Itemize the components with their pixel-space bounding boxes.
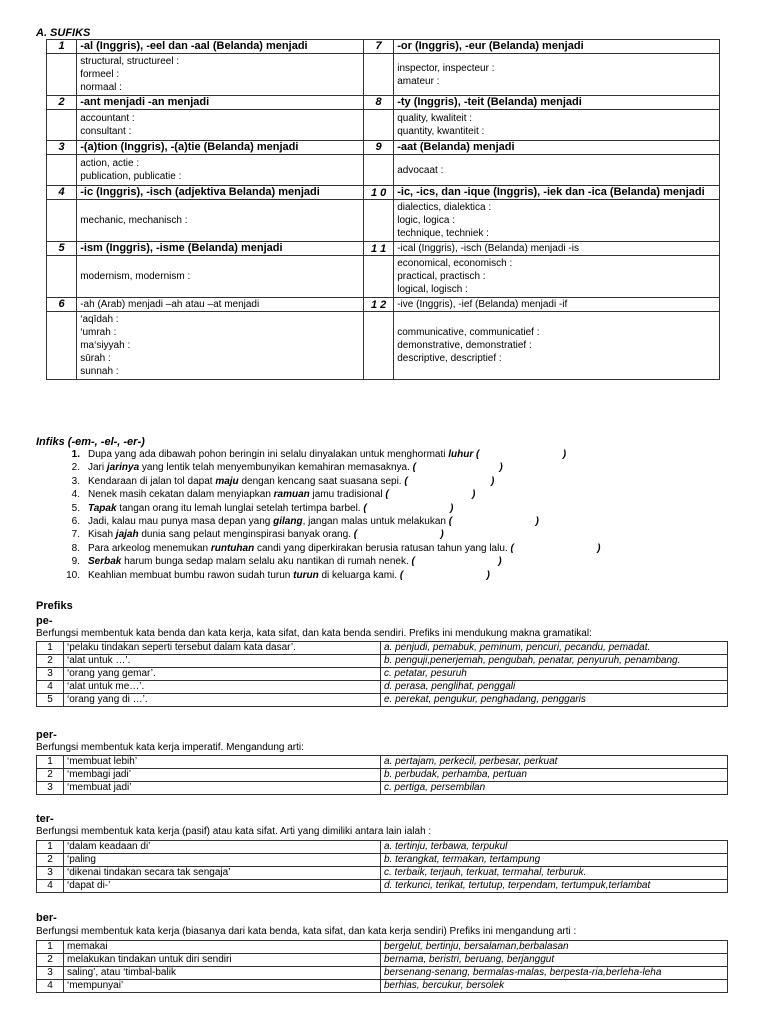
sufiks-rule-row [47, 40, 720, 54]
pe-meaning: ‘orang yang di …’. [64, 694, 381, 707]
sufiks-empty-cell [47, 312, 77, 380]
sentence-start: Kendaraan di jalan tol dapat [88, 475, 216, 487]
sufiks-examples [394, 110, 720, 141]
ber-row-number: 4 [37, 980, 64, 993]
sufiks-rule-right: -or (Inggris), -eur (Belanda) menjadi [394, 40, 720, 54]
sufiks-empty-cell [364, 312, 394, 380]
sufiks-rule-left: -(a)tion (Inggris), -(a)tie (Belanda) menjadi [77, 141, 364, 155]
sentence-end: tangan orang itu lemah lunglai setelah tertimpa barbel. [116, 502, 364, 514]
answer-blank: ( ) [363, 502, 454, 514]
sufiks-example-row [47, 54, 720, 96]
sufiks-example: inspector, inspecteur : [397, 62, 495, 74]
pe-examples: b. penguji,penerjemah, pengubah, penatar, penyuruh, penambang. [381, 655, 728, 668]
keyword: maju [215, 475, 239, 487]
item-number: 7. [71, 529, 80, 541]
per-row-number: 2 [37, 769, 64, 782]
sufiks-number-right: 1 0 [364, 186, 394, 200]
sufiks-rule-row [47, 242, 720, 256]
sufiks-example-row [47, 200, 720, 242]
answer-blank: ( ) [448, 515, 539, 527]
ber-row [37, 941, 728, 954]
sufiks-rule-left: -ic (Inggris), -isch (adjektiva Belanda) menjadi [77, 186, 364, 200]
infiks-item [52, 542, 752, 555]
sufiks-number-left: 5 [47, 242, 77, 256]
item-number: 9. [71, 556, 80, 568]
sentence-start: Kisah [88, 529, 116, 541]
sufiks-number-right: 1 2 [364, 298, 394, 312]
ter-row [37, 880, 728, 893]
ter-row-number: 3 [37, 867, 64, 880]
sentence-end: candi yang diperkirakan berusia ratusan tahun yang lalu. [254, 542, 511, 554]
pe-row [37, 681, 728, 694]
sentence-start: Jadi, kalau mau punya masa depan yang [88, 515, 274, 527]
sufiks-number-right: 8 [364, 96, 394, 110]
keyword: luhur [448, 449, 474, 460]
ber-title: ber- [36, 912, 57, 924]
per-row [37, 782, 728, 795]
ter-examples: d. terkunci, terikat, tertutup, terpendam, tertumpuk,terlambat [381, 880, 728, 893]
sufiks-empty-cell [364, 256, 394, 298]
ber-row [37, 954, 728, 967]
sufiks-example: practical, practisch : [397, 271, 486, 282]
sufiks-number-left: 1 [47, 40, 77, 54]
sufiks-rule-right: -ty (Inggris), -teit (Belanda) menjadi [394, 96, 720, 110]
ter-title: ter- [36, 813, 54, 825]
per-meaning: ‘membuat lebih’ [64, 756, 381, 769]
ter-meaning: ‘paling [64, 854, 381, 867]
sufiks-example: normaal : [80, 82, 122, 93]
ter-meaning: ‘dikenai tindakan secara tak sengaja’ [64, 867, 381, 880]
per-row-number: 1 [37, 756, 64, 769]
ter-row [37, 841, 728, 854]
item-number: 5. [71, 502, 80, 514]
keyword: ramuan [273, 489, 310, 501]
sufiks-examples [77, 312, 364, 380]
sentence-start: Para arkeolog menemukan [88, 542, 211, 554]
sufiks-examples [77, 155, 364, 186]
keyword: gilang [273, 515, 303, 527]
ber-row-number: 1 [37, 941, 64, 954]
per-description: Berfungsi membentuk kata kerja imperatif. Mengandung arti: [36, 742, 304, 753]
ter-examples: b. terangkat, termakan, tertampung [381, 854, 728, 867]
sentence-end: , jangan malas untuk melakukan [302, 515, 449, 527]
pe-row-number: 5 [37, 694, 64, 707]
pe-title: pe- [36, 615, 53, 627]
per-examples: a. pertajam, perkecil, perbesar, perkuat [381, 756, 728, 769]
sentence-end: di keluarga kami. [318, 569, 400, 581]
answer-blank: ( ) [353, 529, 444, 541]
answer-blank: ( ) [510, 542, 601, 554]
ber-examples: bernama, beristri, beruang, berjanggut [381, 954, 728, 967]
infiks-item [52, 555, 752, 568]
sufiks-example-row [47, 312, 720, 380]
sentence-start: Dupa yang ada dibawah pohon beringin ini selalu dinyalakan untuk menghormati [88, 449, 449, 460]
pe-meaning: ‘alat untuk …’. [64, 655, 381, 668]
sufiks-example: economical, economisch : [397, 258, 513, 269]
sufiks-examples [77, 110, 364, 141]
pe-row [37, 655, 728, 668]
ber-table [36, 940, 728, 993]
answer-blank: ( ) [412, 462, 503, 474]
pe-examples: a. penjudi, pemabuk, peminum, pencuri, pecandu, pemadat. [381, 642, 728, 655]
sufiks-rule-right: -aat (Belanda) menjadi [394, 141, 720, 155]
sufiks-empty-cell [47, 200, 77, 242]
sufiks-examples [394, 155, 720, 186]
sufiks-examples [394, 54, 720, 96]
ter-meaning: ‘dalam keadaan di’ [64, 841, 381, 854]
keyword: jajah [115, 529, 139, 541]
item-number: 8. [71, 542, 80, 554]
sufiks-rule-left: -ant menjadi -an menjadi [77, 96, 364, 110]
sufiks-empty-cell [364, 155, 394, 186]
sufiks-example-row [47, 110, 720, 141]
ter-row [37, 854, 728, 867]
pe-description: Berfungsi membentuk kata benda dan kata kerja, kata sifat, dan kata benda sendiri. Prefiks ini mendukung makna gramatikal: [36, 628, 592, 639]
sufiks-rule-right: -ic, -ics, dan -ique (Inggris), -iek dan -ica (Belanda) menjadi [394, 186, 720, 200]
keyword: runtuhan [210, 542, 255, 554]
per-row [37, 756, 728, 769]
answer-blank: ( ) [476, 449, 567, 460]
sufiks-example: modernism, modernism : [80, 271, 191, 282]
sufiks-empty-cell [47, 54, 77, 96]
ter-row [37, 867, 728, 880]
item-number: 4. [71, 489, 80, 501]
sufiks-rule-row [47, 186, 720, 200]
sufiks-example: dialectics, dialektica : [397, 202, 492, 213]
item-number: 1. [71, 449, 80, 460]
answer-blank: ( ) [404, 475, 495, 487]
ber-row-number: 3 [37, 967, 64, 980]
answer-blank: ( ) [385, 489, 476, 501]
sufiks-number-right: 1 1 [364, 242, 394, 256]
ber-examples: berhias, bercukur, bersolek [381, 980, 728, 993]
ber-row [37, 980, 728, 993]
keyword: jarinya [106, 462, 140, 474]
sufiks-rule-left: -al (Inggris), -eel dan -aal (Belanda) menjadi [77, 40, 364, 54]
ber-meaning: melakukan tindakan untuk diri sendiri [64, 954, 381, 967]
sufiks-number-left: 4 [47, 186, 77, 200]
sufiks-example-row [47, 256, 720, 298]
infiks-item [52, 515, 752, 528]
sufiks-examples [77, 54, 364, 96]
sufiks-example: ‘umrah : [80, 327, 117, 338]
sufiks-example: formeel : [80, 69, 120, 80]
ter-examples: a. tertinju, terbawa, terpukul [381, 841, 728, 854]
keyword: Serbak [88, 556, 122, 568]
per-meaning: ‘membagi jadi’ [64, 769, 381, 782]
sufiks-example: mechanic, mechanisch : [80, 215, 188, 226]
answer-blank: ( ) [399, 569, 490, 581]
sufiks-number-left: 6 [47, 298, 77, 312]
per-row-number: 3 [37, 782, 64, 795]
sufiks-empty-cell [47, 155, 77, 186]
sentence-start: Nenek masih cekatan dalam menyiapkan [88, 489, 274, 501]
sufiks-examples [77, 256, 364, 298]
ter-row-number: 1 [37, 841, 64, 854]
sufiks-example: consultant : [80, 126, 132, 137]
infiks-item [52, 528, 752, 541]
pe-examples: c. petatar, pesuruh [381, 668, 728, 681]
ber-meaning: ‘mempunyai’ [64, 980, 381, 993]
per-examples: b. perbudak, perhamba, pertuan [381, 769, 728, 782]
per-title: per- [36, 729, 57, 741]
sufiks-examples [77, 200, 364, 242]
ber-examples: bersenang-senang, bermalas-malas, berpesta-ria,berleha-leha [381, 967, 728, 980]
sentence-start: Keahlian membuat bumbu rawon sudah turun [88, 569, 294, 581]
infiks-item [52, 569, 752, 582]
sufiks-table [46, 39, 720, 380]
sufiks-empty-cell [364, 200, 394, 242]
sentence-end: harum bunga sedap malam selalu aku nantikan di rumah nenek. [121, 556, 412, 568]
infiks-item [52, 475, 752, 488]
item-number: 3. [71, 475, 80, 487]
pe-meaning: ‘pelaku tindakan seperti tersebut dalam kata dasar’. [64, 642, 381, 655]
sufiks-example: descriptive, descriptief : [397, 353, 502, 364]
sufiks-example: demonstrative, demonstratief : [397, 340, 532, 351]
sufiks-example: sunnah : [80, 366, 119, 377]
sufiks-examples [394, 312, 720, 380]
answer-blank: ( ) [411, 556, 502, 568]
infiks-item [52, 461, 752, 474]
per-meaning: ‘membuat jadi’ [64, 782, 381, 795]
sufiks-rule-right: -ive (Inggris), -ief (Belanda) menjadi -if [394, 298, 720, 312]
sentence-end: yang lentik telah menyembunyikan kemahiran memasaknya. [139, 462, 413, 474]
prefiks-heading: Prefiks [36, 600, 73, 612]
sufiks-rule-row [47, 96, 720, 110]
keyword: turun [293, 569, 319, 581]
sufiks-number-left: 3 [47, 141, 77, 155]
sufiks-example: sūrah : [80, 353, 111, 364]
sufiks-example: logic, logica : [397, 215, 456, 226]
sentence-start: Jari [88, 462, 107, 474]
sufiks-example: ma‘siyyah : [80, 340, 131, 351]
pe-row-number: 3 [37, 668, 64, 681]
keyword: Tapak [88, 502, 117, 514]
sufiks-number-left: 2 [47, 96, 77, 110]
sufiks-rule-left: -ah (Arab) menjadi –ah atau –at menjadi [77, 298, 364, 312]
ber-row-number: 2 [37, 954, 64, 967]
ter-row-number: 2 [37, 854, 64, 867]
sufiks-rule-row [47, 298, 720, 312]
infiks-item [52, 448, 752, 461]
sufiks-number-right: 7 [364, 40, 394, 54]
sufiks-example: amateur : [397, 75, 440, 87]
pe-examples: d. perasa, penglihat, penggali [381, 681, 728, 694]
sufiks-number-right: 9 [364, 141, 394, 155]
sufiks-example: ‘aqīdah : [80, 314, 119, 325]
per-row [37, 769, 728, 782]
sufiks-example-row [47, 155, 720, 186]
sufiks-example: technique, techniek : [397, 228, 489, 239]
sentence-end: dengan kencang saat suasana sepi. [238, 475, 405, 487]
ber-meaning: memakai [64, 941, 381, 954]
ber-examples: bergelut, bertinju, bersalaman,berbalasan [381, 941, 728, 954]
sufiks-heading: A. SUFIKS [36, 27, 91, 39]
sufiks-empty-cell [47, 256, 77, 298]
sufiks-rule-row [47, 141, 720, 155]
pe-row-number: 2 [37, 655, 64, 668]
item-number: 6. [71, 515, 80, 527]
ter-description: Berfungsi membentuk kata kerja (pasif) atau kata sifat. Arti yang dimiliki antara lain ialah : [36, 826, 432, 837]
ber-meaning: saling’, atau ‘timbal-balik [64, 967, 381, 980]
infiks-heading: Infiks (-em-, -el-, -er-) [36, 436, 145, 448]
infiks-item [52, 502, 752, 515]
sufiks-empty-cell [47, 110, 77, 141]
pe-meaning: ‘alat untuk me…’. [64, 681, 381, 694]
infiks-list [52, 448, 752, 582]
pe-row [37, 668, 728, 681]
sufiks-example: advocaat : [397, 164, 444, 176]
sufiks-empty-cell [364, 54, 394, 96]
sufiks-example: quantity, kwantiteit : [397, 126, 485, 137]
sufiks-example: publication, publicatie : [80, 171, 182, 182]
pe-examples: e. perekat, pengukur, penghadang, penggaris [381, 694, 728, 707]
sufiks-rule-right: -ical (Inggris), -isch (Belanda) menjadi -is [394, 242, 720, 256]
ter-meaning: ‘dapat di-’ [64, 880, 381, 893]
per-table [36, 755, 728, 795]
sufiks-example: logical, logisch : [397, 284, 468, 295]
sentence-end: dunia sang pelaut menginspirasi banyak orang. [138, 529, 354, 541]
pe-meaning: ‘orang yang gemar’. [64, 668, 381, 681]
sufiks-example: quality, kwaliteit : [397, 113, 473, 124]
sufiks-example: communicative, communicatief : [397, 327, 540, 338]
infiks-item [52, 488, 752, 501]
sufiks-rule-left: -ism (Inggris), -isme (Belanda) menjadi [77, 242, 364, 256]
per-examples: c. pertiga, persembilan [381, 782, 728, 795]
ber-description: Berfungsi membentuk kata kerja (biasanya dari kata benda, kata sifat, dan kata kerja sendiri) Prefiks ini mengandung arti : [36, 926, 577, 937]
sufiks-example: structural, structureel : [80, 56, 180, 67]
pe-row-number: 1 [37, 642, 64, 655]
ter-examples: c. terbaik, terjauh, terkuat, termahal, terburuk. [381, 867, 728, 880]
ter-table [36, 840, 728, 893]
item-number: 2. [71, 462, 80, 474]
sufiks-example: accountant : [80, 113, 135, 124]
sufiks-examples [394, 200, 720, 242]
pe-row-number: 4 [37, 681, 64, 694]
sentence-end: jamu tradisional [309, 489, 386, 501]
pe-table [36, 641, 728, 707]
pe-row [37, 694, 728, 707]
item-number: 10. [66, 569, 80, 581]
ter-row-number: 4 [37, 880, 64, 893]
sufiks-examples [394, 256, 720, 298]
sufiks-empty-cell [364, 110, 394, 141]
sufiks-example: action, actie : [80, 158, 140, 169]
pe-row [37, 642, 728, 655]
ber-row [37, 967, 728, 980]
